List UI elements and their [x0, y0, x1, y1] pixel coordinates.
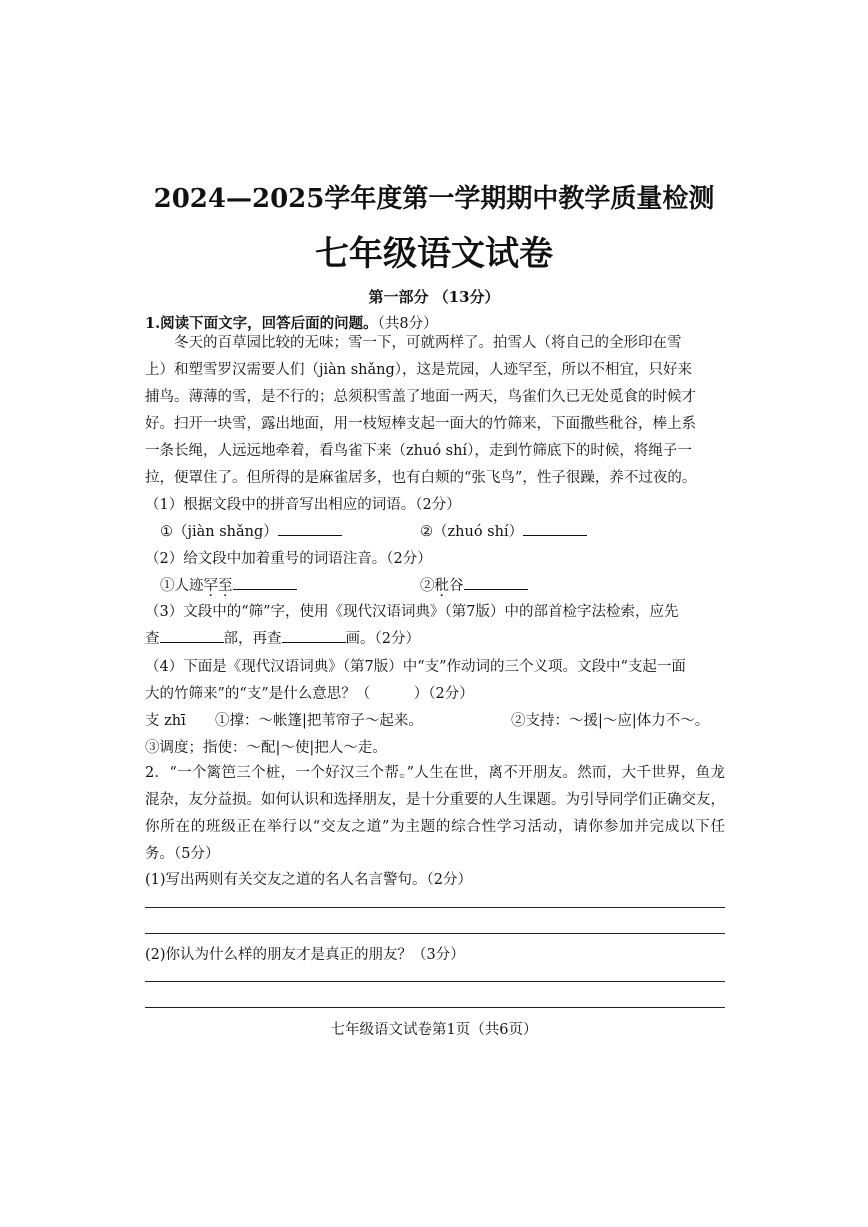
- q1-sub2-a: [160, 574, 297, 595]
- answer-line[interactable]: [145, 907, 725, 908]
- q1-sub1-b-label: ②（zhuó shí）: [420, 524, 524, 540]
- passage-line: 上）和塑雪罗汉需要人们（jiàn shǎng），这是荒园，人迹罕至，所以不相宜，只好来: [145, 362, 693, 378]
- emphasis-char: 罕: [203, 578, 218, 594]
- definition-2: ②支持：～援|～应|体力不～。: [511, 713, 710, 729]
- def-head: 支 zhī: [145, 713, 186, 729]
- passage-line: 冬天的百草园比较的无味；雪一下，可就两样了。拍雪人（将自己的全形印在雪: [174, 335, 682, 351]
- page-footer: 七年级语文试卷第1页（共6页）: [330, 1022, 538, 1038]
- q1-sub4-line2: 大的竹筛来”的“支”是什么意思？（ ）（2分）: [145, 686, 474, 702]
- answer-blank[interactable]: [282, 630, 346, 643]
- answer-line[interactable]: [145, 981, 725, 982]
- q1-sub1-a-label: ①（jiàn shǎng）: [160, 524, 278, 540]
- q1-sub3-mid: 部，再查: [223, 631, 282, 647]
- q2-intro: 2．“一个篱笆三个桩，一个好汉三个帮。”人生在世，离不开朋友。然而，大千世界，鱼龙混杂，友分益损。如何认识和选择朋友，是十分重要的人生课题。为引导同学们正确交友，你所在的班级正在举行以“交友之道”为主题的综合性学习活动，请你参加并完成以下任务。（5分）: [145, 765, 725, 862]
- exam-title: 2024—2025学年度第一学期期中教学质量检测: [153, 184, 715, 214]
- q1-sub2-b-pre: ②: [420, 578, 435, 594]
- q1-sub3-post: 画。（2分）: [345, 631, 420, 647]
- answer-blank[interactable]: [278, 523, 342, 536]
- q1-sub2-a-pre: ①人迹: [160, 578, 204, 594]
- definition-3: ③调度；指使：～配|～使|把人～走。: [145, 740, 387, 756]
- q1-sub4-line1: （4）下面是《现代汉语词典》（第7版）中“支”作动词的三个义项。文段中“支起一面: [145, 659, 686, 675]
- q1-sub3-pre: 查: [145, 631, 160, 647]
- part-heading: 第一部分 （13分）: [368, 288, 500, 306]
- q2-sub2: (2)你认为什么样的朋友才是真正的朋友？（3分）: [145, 947, 465, 963]
- q1-sub1-a: [160, 520, 342, 541]
- answer-line[interactable]: [145, 1007, 725, 1008]
- passage-line: 捕鸟。薄薄的雪，是不行的；总须积雪盖了地面一两天，鸟雀们久已无处觅食的时候才: [145, 389, 696, 405]
- q1-sub2: （2）给文段中加着重号的词语注音。（2分）: [145, 551, 432, 567]
- q1-sub1: （1）根据文段中的拼音写出相应的词语。（2分）: [145, 497, 461, 513]
- answer-blank[interactable]: [464, 577, 528, 590]
- emphasis-char: 至: [218, 578, 233, 594]
- exam-subtitle: 七年级语文试卷: [315, 234, 553, 274]
- answer-blank[interactable]: [523, 523, 587, 536]
- q1-heading-text: 1.阅读下面文字，回答后面的问题。: [145, 315, 378, 332]
- answer-line[interactable]: [145, 933, 725, 934]
- q1-score: （共8分）: [377, 316, 438, 332]
- passage-line: 拉，便罩住了。但所得的是麻雀居多，也有白颊的“张飞鸟”，性子很躁，养不过夜的。: [145, 470, 697, 486]
- emphasis-char: 秕: [434, 578, 449, 594]
- q1-passage: [145, 330, 725, 357]
- q1-sub3-line2: [145, 627, 420, 648]
- passage-line: 一条长绳，人远远地牵着，看鸟雀下来（zhuó shí），走到竹筛底下的时候，将绳子一: [145, 443, 692, 459]
- passage-line: 好。扫开一块雪，露出地面，用一枝短棒支起一面大的竹筛来，下面撒些秕谷，棒上系: [145, 416, 696, 432]
- q1-sub3-line1: （3）文段中的“筛”字，使用《现代汉语词典》（第7版）中的部首检字法检索，应先: [145, 604, 679, 620]
- definition-1: ①撑：～帐篷|把苇帘子～起来。: [215, 713, 423, 729]
- answer-blank[interactable]: [160, 630, 224, 643]
- q1-sub2-b-post: 谷: [449, 578, 464, 594]
- q1-sub1-b: [420, 520, 587, 541]
- answer-blank[interactable]: [233, 577, 297, 590]
- q1-sub2-b: [420, 574, 528, 595]
- q2-sub1: (1)写出两则有关交友之道的名人名言警句。（2分）: [145, 872, 473, 888]
